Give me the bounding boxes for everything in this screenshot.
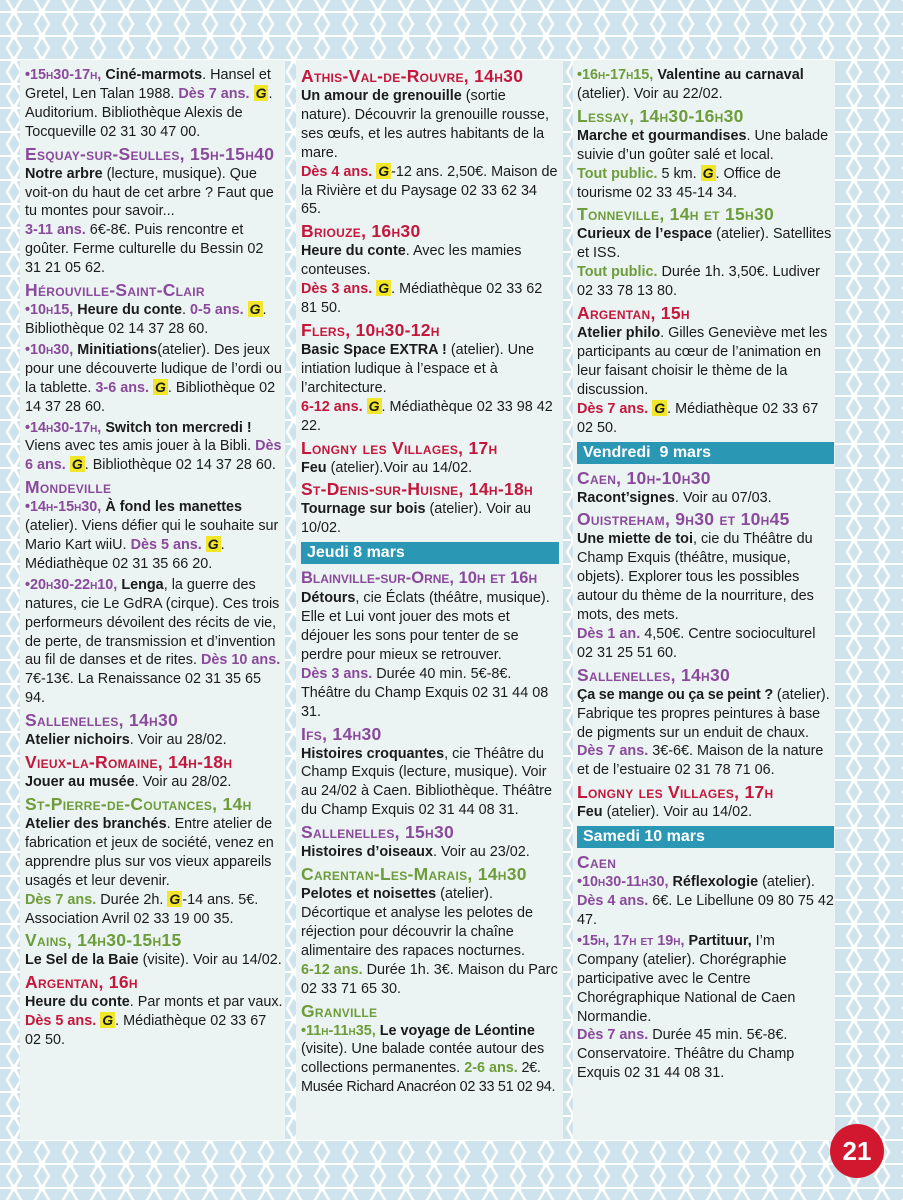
free-badge: G [207, 536, 219, 553]
event-minitiations: •10h30, Minitiations(atelier). Des jeux pour une découverte ludique de l’ordi ou la tablette. 3-6 ans. G . Bibliothèque 02 14 37 28 60. [25, 341, 282, 415]
free-badge: G [71, 456, 83, 473]
day-header: Samedi 10 mars [577, 826, 834, 848]
free-badge: G [102, 1012, 114, 1029]
event-a-fond-les-manettes: •14h-15h30, À fond les manettes (atelier). Viens défier qui le souhaite sur Mario Kart wiiU. Dès 5 ans. G . Médiathèque 02 31 35 66 20. [25, 499, 279, 572]
town-heading: Caen [577, 852, 617, 873]
town-heading: Argentan, 15h [577, 303, 690, 324]
event-feu: Feu (atelier).Voir au 14/02. [301, 459, 473, 476]
event-marche-et-gourmandises: Marche et gourmandises. Une balade suivie d’un goûter salé et local. Tout public. 5 km. G . Office de tourisme 02 33 45-14 34. [577, 127, 829, 201]
town-heading: Athis-Val-de-Rouvre, 14h30 [301, 66, 524, 86]
free-badge: G [368, 397, 380, 414]
free-badge: G [169, 890, 181, 907]
town-heading: Longny les Villages, 17h [577, 782, 774, 803]
town-heading: Lessay, 14h30-16h30 [577, 105, 744, 126]
event-le-sel-de-la-baie: Le Sel de la Baie (visite). Voir au 14/02. [25, 952, 282, 969]
column-middle [301, 66, 559, 1099]
free-badge: G [378, 280, 390, 297]
town-heading: Longny les Villages, 17h [301, 437, 498, 458]
town-heading: Flers, 10h30-12h [301, 319, 440, 340]
free-badge: G [255, 84, 267, 101]
event-histoires-croquantes: Histoires croquantes, cie Théâtre du Champ Exquis (lecture, musique). Voir au 24/02 à Caen. Bibliothèque. Théâtre du Champ Exquis 02 31 44 08 31. [301, 745, 552, 819]
town-heading: Hérouville-Saint-Clair [25, 280, 205, 301]
town-heading: Caen, 10h-10h30 [577, 467, 711, 488]
event-feu-longny: Feu (atelier). Voir au 14/02. [577, 804, 753, 821]
event-switch-ton-mercredi: •14h30-17h, Switch ton mercredi ! Viens avec tes amis jouer à la Bibli. Dès 6 ans. G . Bibliothèque 02 14 37 28 60. [25, 419, 282, 474]
town-heading: Vieux-la-Romaine, 14h-18h [25, 752, 233, 773]
town-heading: Mondeville [25, 477, 112, 498]
page-number: 21 [830, 1124, 884, 1178]
event-detours: Détours, cie Éclats (théâtre, musique). Elle et Lui vont jouer des mots et déjouer les sons pour tenter de se perdre pour mieux se retrouver. Dès 3 ans. Durée 40 min. 5€-8€. Théâtre du Champ Exquis 02 31 44 08 31. [301, 590, 550, 720]
event-ca-se-mange: Ça se mange ou ça se peint ? (atelier). Fabrique tes propres peintures à base de pigments sur un enduit de chaux. Dès 7 ans. 3€-6€. Maison de la nature et de l’estuaire 02 31 78 71 06. [577, 686, 830, 779]
event-reflexologie: •10h30-11h30, Réflexologie (atelier). Dès 4 ans. 6€. Le Libellune 09 80 75 42 47. [577, 874, 834, 928]
event-partituur: •15h, 17h et 19h, Partituur, I’m Company (atelier). Chorégraphie participative avec le Centre Chorégraphique National de Caen Normandie. Dès 7 ans. Durée 45 min. 5€-8€. Conservatoire. Théâtre du Champ Exquis 02 31 44 08 31. [577, 932, 796, 1082]
town-heading: Esquay-sur-Seulles, 15h-15h40 [25, 143, 275, 164]
event-lenga: •20h30-22h10, Lenga, la guerre des natures, cie Le GdRA (cirque). Ces trois performeurs dévoilent des récits de vie, de perte, de transmission et d’invention au fil de danses et de rites. Dès 10 ans. 7€-13€. La Renaissance 02 31 35 65 94. [25, 576, 281, 707]
event-tournage-sur-bois: Tournage sur bois (atelier). Voir au 10/02. [301, 501, 532, 537]
town-heading: Blainville-sur-Orne, 10h et 16h [301, 569, 538, 588]
town-heading: Granville [301, 1000, 378, 1021]
free-badge: G [155, 378, 166, 395]
event-histoires-doiseaux: Histoires d’oiseaux. Voir au 23/02. [301, 844, 530, 861]
column-right [577, 66, 834, 1085]
event-basic-space-extra: Basic Space EXTRA ! (atelier). Une intiation ludique à l’espace et à l’architecture. 6-12 ans. G . Médiathèque 02 33 98 42 22. [301, 341, 553, 434]
event-atelier-philo: Atelier philo. Gilles Geneviève met les participants au cœur de l’animation en leur faisant choisir le thème de la discussion. Dès 7 ans. G . Médiathèque 02 33 67 02 50. [577, 325, 828, 436]
event-notre-arbre: Notre arbre (lecture, musique). Que voit-on du haut de cet arbre ? Faut que tu montes pour savoir... 3-11 ans. 6€-8€. Puis rencontre et goûter. Ferme culturelle du Bessin 02 31 21 05 62. [25, 165, 274, 277]
event-racontsignes: Racont’signes. Voir au 07/03. [577, 489, 772, 506]
event-atelier-des-branches: Atelier des branchés. Entre atelier de fabrication et jeux de société, venez en apprendre plus sur vos vieux appareils usagés et leur devenir. Dès 7 ans. Durée 2h. G -14 ans. 5€. Association Avril 02 33 19 00 35. [25, 816, 274, 927]
town-heading: St-Denis-sur-Huisne, 14h-18h [301, 479, 533, 500]
event-jouer-au-musee: Jouer au musée. Voir au 28/02. [25, 774, 232, 791]
town-heading: Briouze, 16h30 [301, 221, 421, 242]
column-left [25, 66, 283, 1052]
event-atelier-nichoirs: Atelier nichoirs. Voir au 28/02. [25, 732, 227, 749]
town-heading: Ouistreham, 9h30 et 10h45 [577, 509, 790, 530]
town-heading: Sallenelles, 14h30 [577, 664, 731, 685]
town-heading: Sallenelles, 14h30 [25, 710, 179, 731]
town-heading: Tonneville, 14h et 15h30 [577, 204, 775, 225]
free-badge: G [378, 162, 390, 179]
free-badge: G [702, 164, 714, 181]
event-une-miette-de-toi: Une miette de toi, cie du Théâtre du Champ Exquis (théâtre, musique, objets). Explorer tous les possibles autour du thème de la nourriture, des mots, des mets. Dès 1 an. 4,50€. Centre socioculturel 02 31 25 51 60. [577, 531, 816, 661]
event-cine-marmots: •15h30-17h, Ciné-marmots. Hansel et Gretel, Len Talan 1988. Dès 7 ans. G . Auditorium. Bibliothèque Alexis de Tocqueville 02 31 30 47 00. [25, 67, 273, 140]
town-heading: Sallenelles, 15h30 [301, 822, 455, 843]
event-un-amour-de-grenouille: Un amour de grenouille (sortie nature). Découvrir la grenouille rousse, ses œufs, et les autres habitants de la mare. Dès 4 ans. G -12 ans. 2,50€. Maison de la Rivière et du Paysage 02 33 62 34 65. [301, 88, 558, 218]
event-heure-du-conte-briouze: Heure du conte. Avec les mamies conteuses. Dès 3 ans. G . Médiathèque 02 33 62 81 50. [301, 243, 543, 317]
free-badge: G [654, 399, 666, 416]
event-heure-du-conte: •10h15, Heure du conte. 0-5 ans. G . Bibliothèque 02 14 37 28 60. [25, 301, 267, 337]
town-heading: Carentan-Les-Marais, 14h30 [301, 864, 527, 885]
event-le-voyage-de-leontine: •11h-11h35, Le voyage de Léontine (visite). Une balade contée autour des collections permanentes. 2-6 ans. 2€. Musée Richard Anacréon 02 33 51 02 94. [301, 1022, 556, 1096]
town-heading: St-Pierre-de-Coutances, 14h [25, 794, 252, 814]
event-heure-du-conte-argentan: Heure du conte. Par monts et par vaux. Dès 5 ans. G . Médiathèque 02 33 67 02 50. [25, 994, 283, 1049]
town-heading: Argentan, 16h [25, 972, 138, 993]
day-header: Vendredi 9 mars [577, 442, 834, 464]
free-badge: G [249, 301, 261, 318]
event-valentine-au-carnaval: •16h-17h15, Valentine au carnaval (atelier). Voir au 22/02. [577, 67, 804, 102]
event-curieux-de-lespace: Curieux de l’espace (atelier). Satellites et ISS. Tout public. Durée 1h. 3,50€. Ludiver 02 33 78 13 80. [577, 226, 832, 300]
town-heading: Ifs, 14h30 [301, 723, 382, 744]
town-heading: Vains, 14h30-15h15 [25, 930, 182, 951]
event-pelotes-et-noisettes: Pelotes et noisettes (atelier). Décortique et analyse les pelotes de réjection pour découvrir la chaîne alimentaire des rapaces nocturnes. 6-12 ans. Durée 1h. 3€. Maison du Parc 02 33 71 65 30. [301, 886, 558, 997]
day-header: Jeudi 8 mars [301, 542, 559, 564]
